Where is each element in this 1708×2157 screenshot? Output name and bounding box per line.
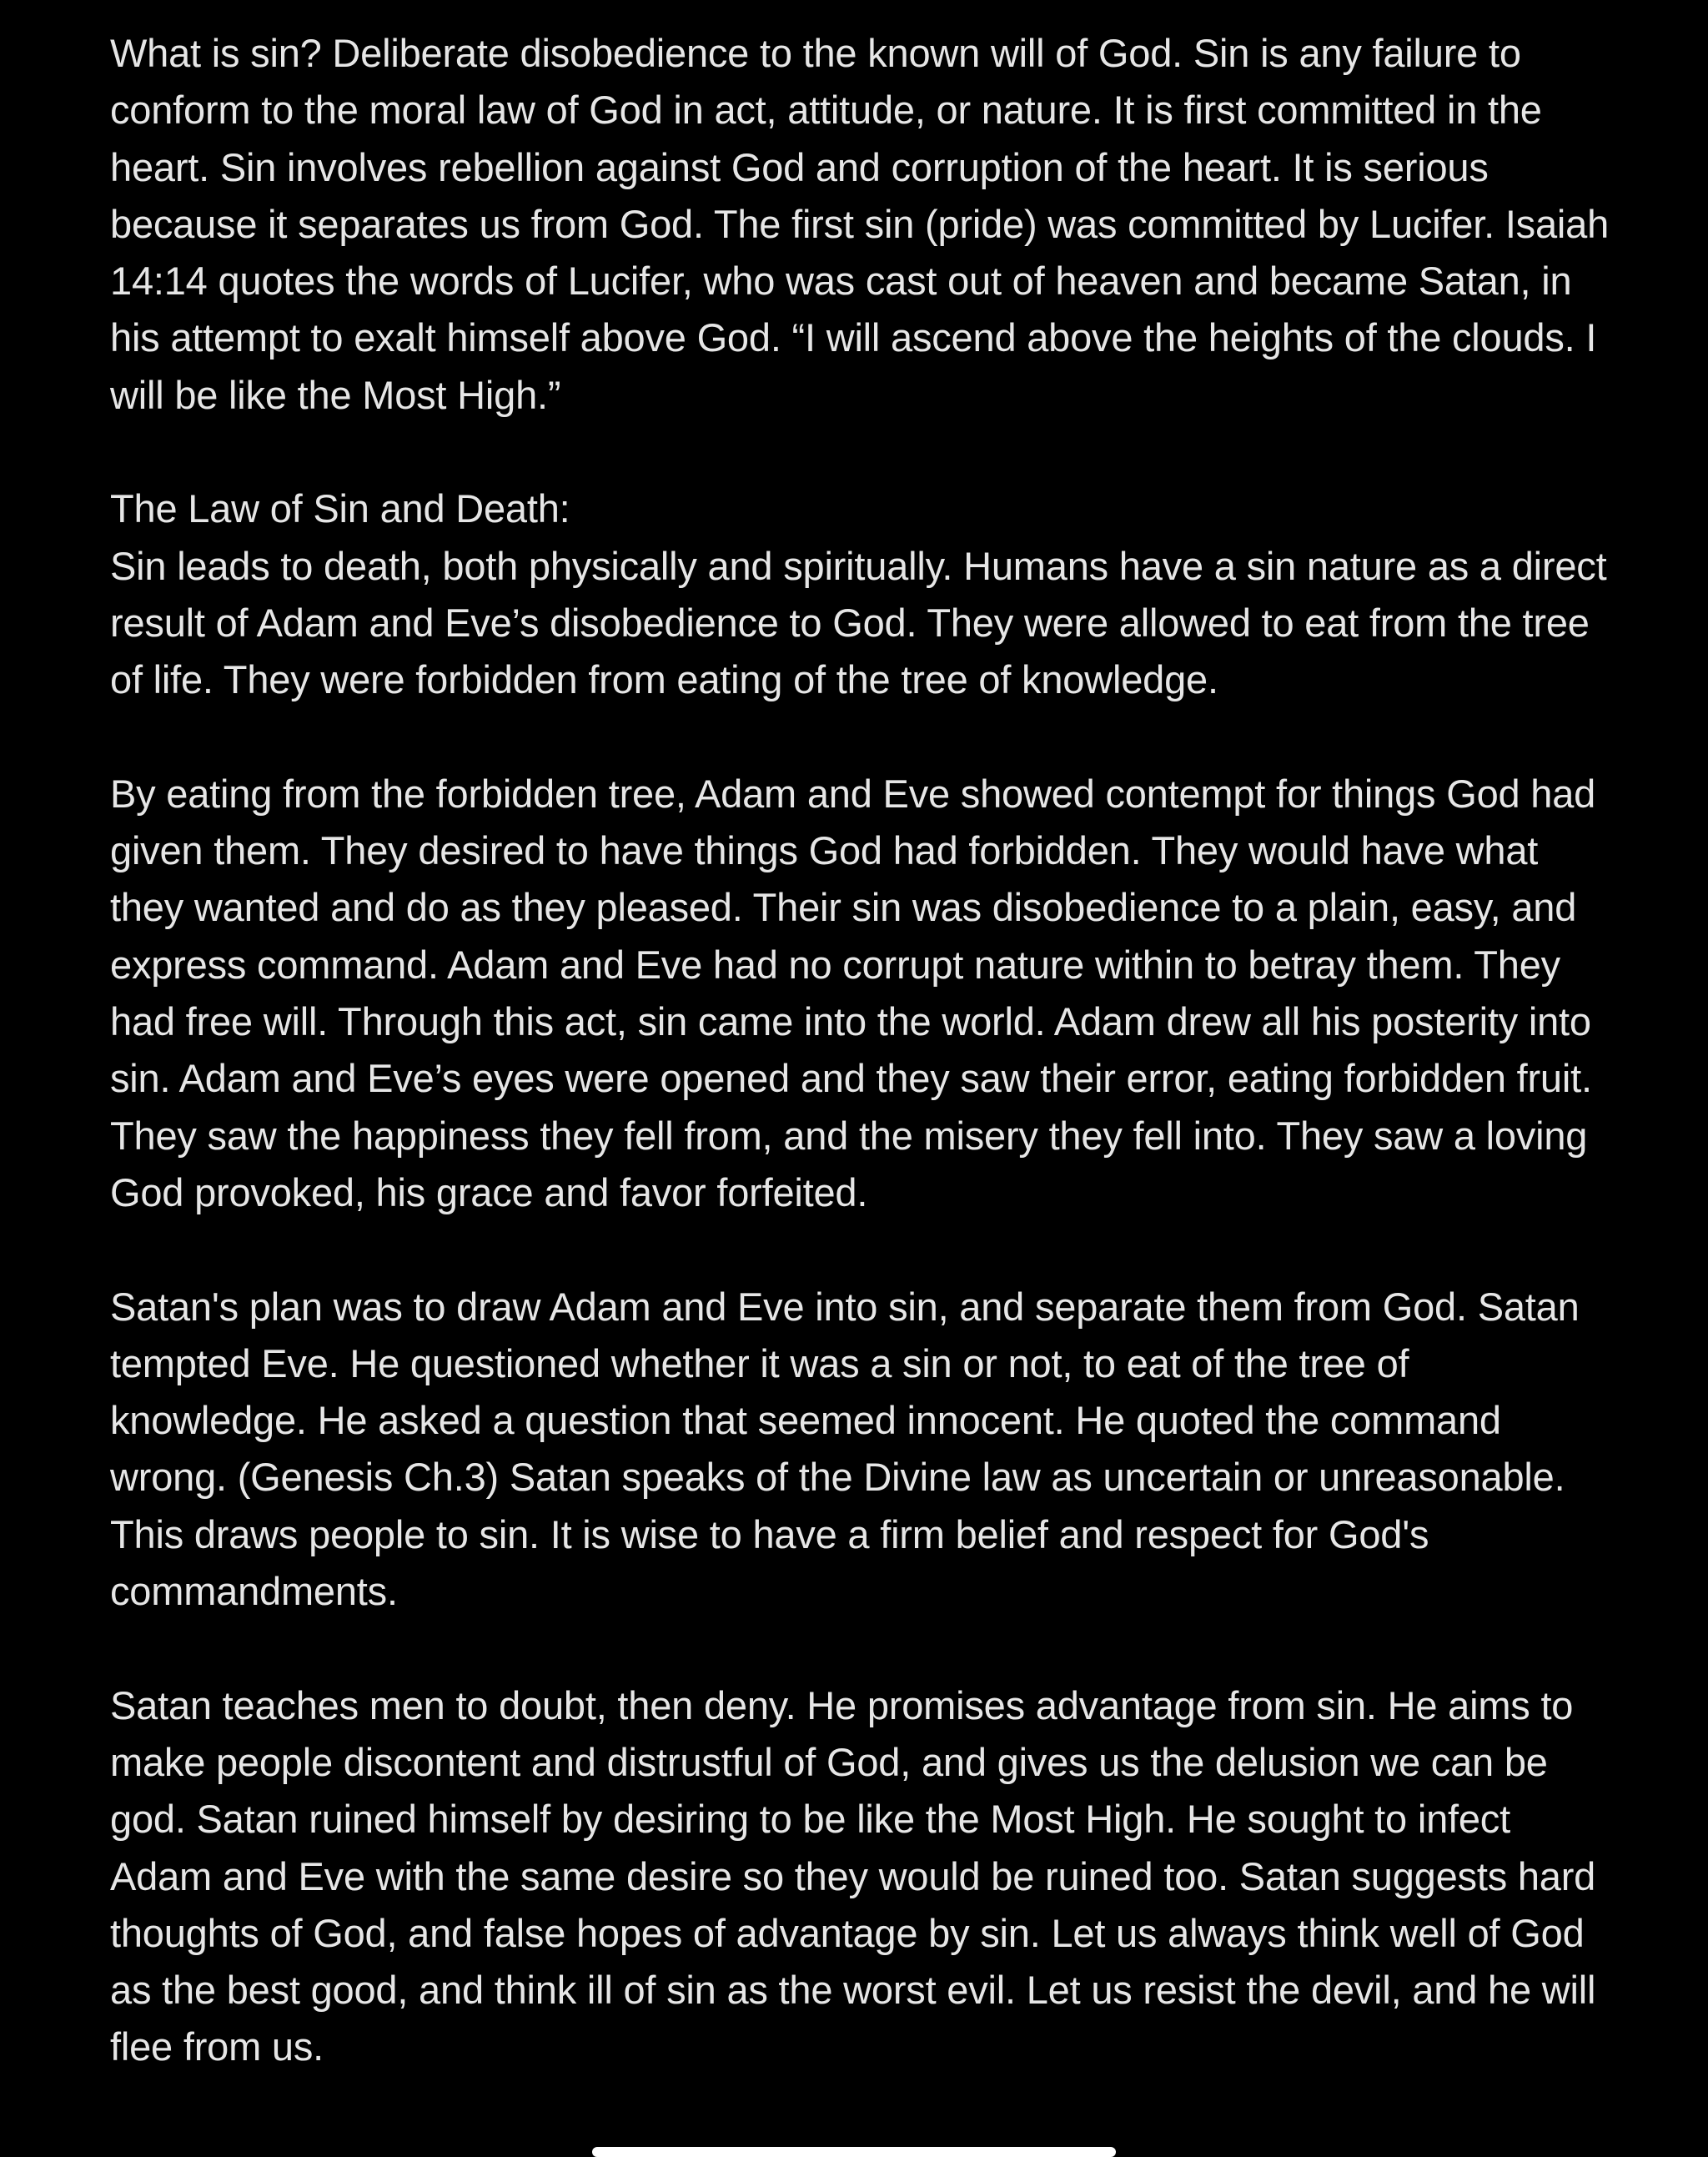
paragraph-gap: [110, 709, 1611, 766]
paragraph-gap: [110, 424, 1611, 480]
note-body[interactable]: [110, 25, 1611, 2076]
paragraph-what-is-sin: What is sin? Deliberate disobedience to the known will of God. Sin is any failure to conform to the moral law of God in act, attitude, or nature. It is first committed in the heart. Sin involves rebellion against God and corruption of the heart. It is serious because it separates us from God. The first sin (pride) was committed by Lucifer. Isaiah 14:14 quotes the words of Lucifer, who was cast out of heaven and became Satan, in his attempt to exalt himself above God. “I will ascend above the heights of the clouds. I will be like the Most High.”: [110, 31, 1610, 417]
paragraph-law-of-sin-and-death: The Law of Sin and Death: Sin leads to death, both physically and spiritually. Humans have a sin nature as a direct result of Adam and Eve’s disobedience to God. They were allowed to eat from the tree of life. They were forbidden from eating of the tree of knowledge.: [110, 486, 1607, 702]
paragraph-satan-teaches: Satan teaches men to doubt, then deny. He promises advantage from sin. He aims to make people discontent and distrustful of God, and gives us the delusion we can be god. Satan ruined himself by desiring to be like the Most High. He sought to infect Adam and Eve with the same desire so they would be ruined too. Satan suggests hard thoughts of God, and false hopes of advantage by sin. Let us always think well of God as the best good, and think ill of sin as the worst evil. Let us resist the devil, and he will flee from us.: [110, 1682, 1596, 2069]
home-indicator[interactable]: [592, 2147, 1116, 2157]
paragraph-forbidden-tree: By eating from the forbidden tree, Adam and Eve showed contempt for things God had given them. They desired to have things God had forbidden. They would have what they wanted and do as they pleased. Their sin was disobedience to a plain, easy, and express command. Adam and Eve had no corrupt nature within to betray them. They had free will. Through this act, sin came into the world. Adam drew all his posterity into sin. Adam and Eve’s eyes were opened and they saw their error, eating forbidden fruit. They saw the happiness they fell from, and the misery they fell into. They saw a loving God provoked, his grace and favor forfeited.: [110, 771, 1596, 1214]
paragraph-gap: [110, 1221, 1611, 1278]
paragraph-satans-plan: Satan's plan was to draw Adam and Eve into sin, and separate them from God. Satan tempted Eve. He questioned whether it was a sin or not, to eat of the tree of knowledge. He asked a question that seemed innocent. He quoted the command wrong. (Genesis Ch.3) Satan speaks of the Divine law as uncertain or unreasonable. This draws people to sin. It is wise to have a firm belief and respect for God's commandments.: [110, 1284, 1580, 1614]
paragraph-gap: [110, 1620, 1611, 1677]
